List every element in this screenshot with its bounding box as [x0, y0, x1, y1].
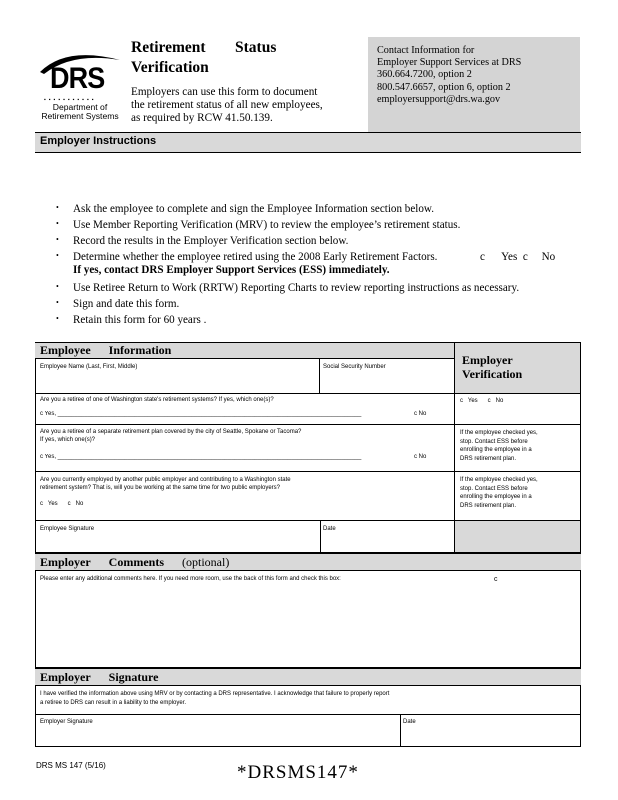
employer-signature-heading: Employer Signature: [40, 670, 159, 684]
instructions-heading: Employer Instructions: [40, 135, 157, 147]
form-intro: Employers can use this form to document the retirement status of all new employees, as required by RCW 41.50.139.: [131, 86, 323, 124]
question-2-no-option[interactable]: c No: [414, 454, 427, 460]
verification-3-text: If the employee checked yes, stop. Contact ESS before enrolling the employee in a DRS retirement plan.: [460, 477, 538, 509]
question-1-no-option[interactable]: c No: [414, 411, 427, 417]
comments-extra-room-checkbox[interactable]: c: [494, 576, 498, 583]
contact-info-box: Contact Information for Employer Support Services at DRS 360.664.7200, option 2 800.547.6657, option 6, option 2 employersupport@drs.wa.gov: [368, 37, 580, 133]
form-title: Retirement Status Verification: [131, 39, 277, 76]
verification-2-text: If the employee checked yes, stop. Contact ESS before enrolling the employee in a DRS retirement plan.: [460, 430, 538, 462]
drs-logo: [36, 50, 124, 126]
question-1-yes-field[interactable]: c Yes, ___________________________________________________________________________________________: [40, 411, 362, 417]
barcode-text: *DRSMS147*: [237, 762, 359, 783]
ssn-label: Social Security Number: [323, 364, 386, 370]
logo-letters: DRS: [50, 62, 105, 95]
comments-prompt: Please enter any additional comments here. If you need more room, use the back of this form and check this box:: [40, 576, 341, 582]
question-3-options[interactable]: c Yes c No: [40, 501, 84, 507]
question-3-text: Are you currently employed by another public employer and contributing to a Washington state retirement system? That is, will you be working at the same time for two public employers?: [40, 477, 291, 491]
question-1-text: Are you a retiree of one of Washington state's retirement systems? If yes, which one(s)?: [40, 397, 274, 403]
employee-date-label: Date: [323, 526, 336, 532]
employer-verification-heading: Employer Verification: [462, 353, 523, 381]
question-2-text: Are you a retiree of a separate retirement plan covered by the city of Seattle, Spokane or Tacoma? If yes, which one(s)?: [40, 429, 302, 443]
employee-signature-label: Employee Signature: [40, 526, 95, 532]
erf-yes-no-options[interactable]: c Yes c No: [480, 251, 556, 263]
verification-1-options[interactable]: c Yes c No: [460, 398, 504, 404]
erf-yes-note: If yes, contact DRS Employer Support Services (ESS) immediately.: [73, 264, 390, 276]
verification-shaded-cell: [454, 520, 581, 553]
comments-heading: Employer Comments (optional): [40, 555, 230, 569]
contact-email: employersupport@drs.wa.gov: [377, 94, 501, 105]
employee-signature-field[interactable]: [35, 520, 321, 553]
comments-textarea[interactable]: [35, 570, 581, 668]
employee-name-label: Employee Name (Last, First, Middle): [40, 364, 138, 370]
question-2-yes-field[interactable]: c Yes, ___________________________________________________________________________________________: [40, 454, 362, 460]
employer-signature-label: Employer Signature: [40, 719, 93, 725]
employee-date-field[interactable]: [320, 520, 455, 553]
employer-date-label: Date: [403, 719, 416, 725]
employer-date-field[interactable]: [400, 714, 581, 747]
employer-statement: I have verified the information above using MRV or by contacting a DRS representative. I acknowledge that failure to properly report a retiree to DRS can result in a liability to the employer.: [40, 691, 390, 706]
logo-dots: ▪▪▪▪▪▪▪▪▪▪▪: [44, 97, 97, 103]
logo-department-name: Department of Retirement Systems: [41, 102, 119, 121]
form-number: DRS MS 147 (5/16): [36, 761, 106, 770]
employee-info-heading: Employee Information: [40, 343, 172, 357]
